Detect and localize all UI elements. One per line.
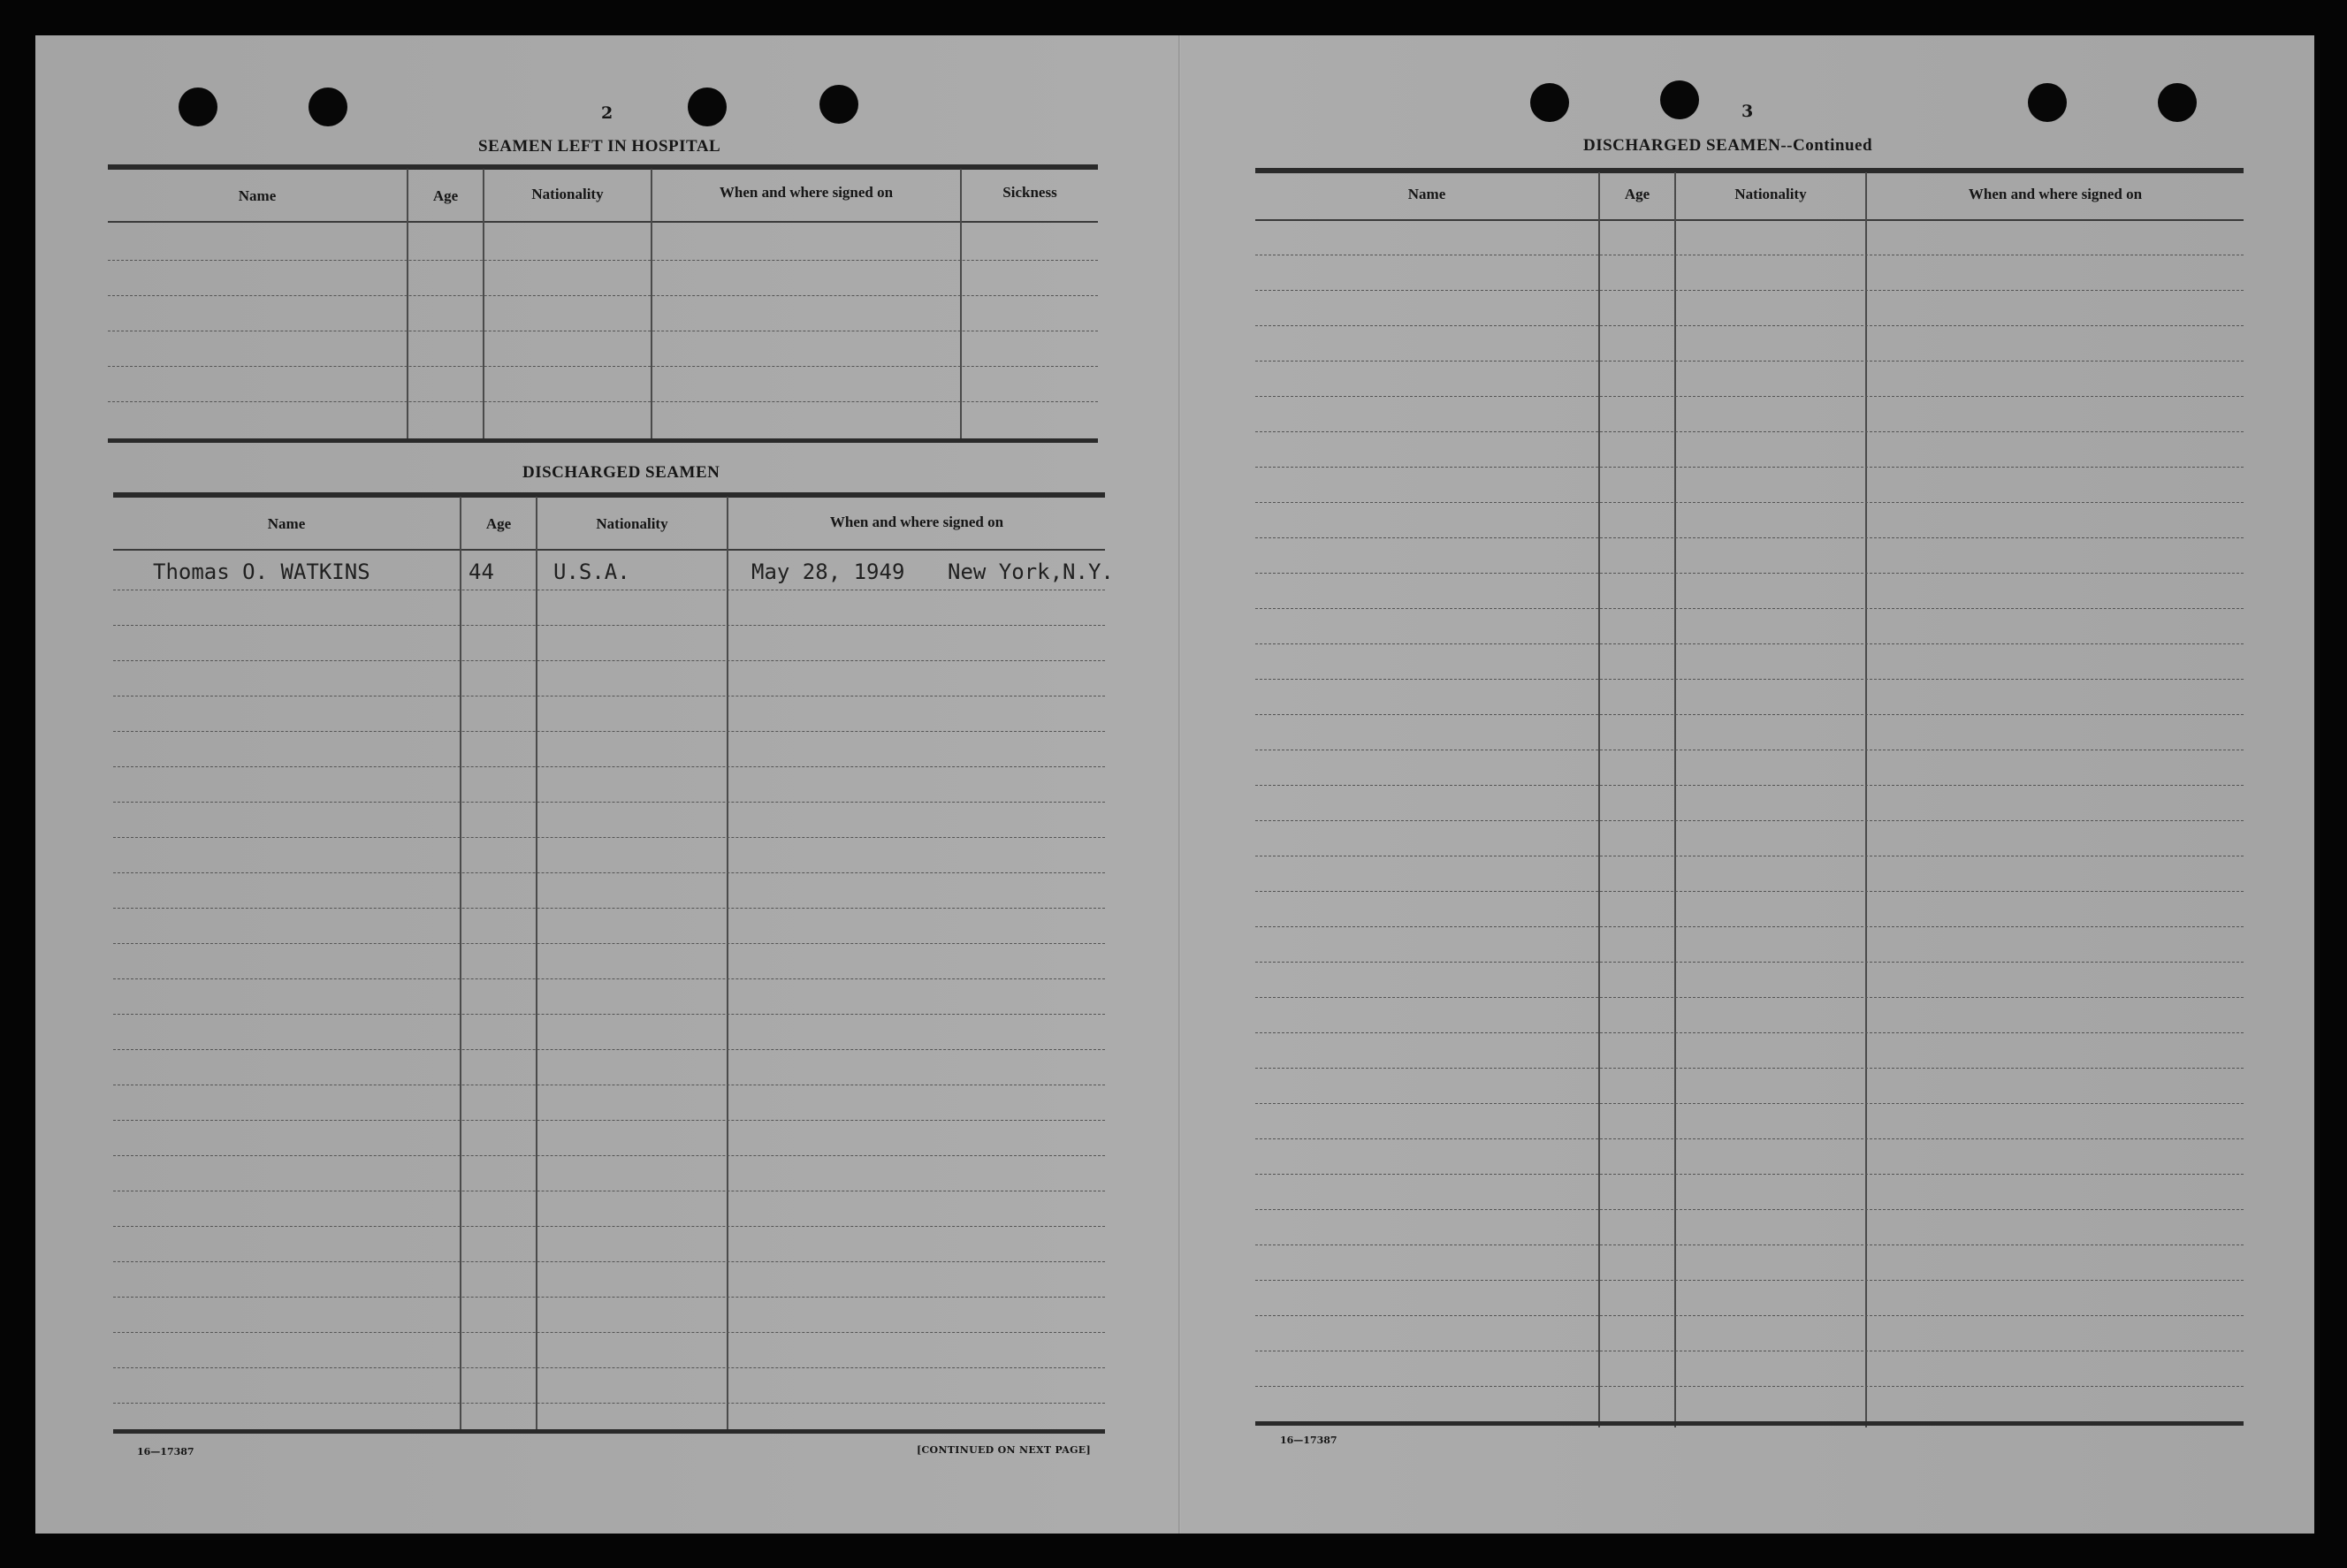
table-top-rule xyxy=(113,492,1105,498)
column-header-name: Name xyxy=(1407,186,1446,202)
punch-hole xyxy=(2158,83,2197,122)
row-line xyxy=(1255,361,2244,362)
punch-hole xyxy=(819,85,858,124)
continued-note: [CONTINUED ON NEXT PAGE] xyxy=(917,1444,1091,1456)
header-rule xyxy=(113,549,1105,551)
column-header-signed-on: When and where signed on xyxy=(719,184,894,201)
row-line xyxy=(113,1297,1105,1298)
row-line xyxy=(1255,1032,2244,1033)
discharged-table-left xyxy=(113,492,1114,1436)
row-line xyxy=(1255,396,2244,397)
row-line xyxy=(1255,502,2244,503)
row-line xyxy=(113,1367,1105,1368)
row-line xyxy=(113,660,1105,661)
row-line xyxy=(1255,467,2244,468)
row-line xyxy=(1255,820,2244,821)
row-line xyxy=(113,978,1105,979)
column-header-age: Age xyxy=(485,515,512,532)
row-line xyxy=(113,1261,1105,1262)
table-bottom-rule xyxy=(1255,1421,2244,1426)
row-line xyxy=(1255,608,2244,609)
punch-hole xyxy=(688,88,727,126)
table-bottom-rule xyxy=(108,438,1098,443)
row-line xyxy=(1255,1315,2244,1316)
header-rule xyxy=(108,221,1098,223)
column-header-signed-on: When and where signed on xyxy=(829,514,1004,530)
row-line xyxy=(1255,1280,2244,1281)
punch-hole xyxy=(309,88,347,126)
header-rule xyxy=(1255,219,2244,221)
column-divider xyxy=(536,497,537,1434)
row-line xyxy=(1255,679,2244,680)
row-line xyxy=(113,837,1105,838)
column-header-name: Name xyxy=(238,187,277,204)
column-header-nationality: Nationality xyxy=(1734,186,1807,202)
row-line xyxy=(113,1049,1105,1050)
row-line xyxy=(1255,1209,2244,1210)
form-number: 16—17387 xyxy=(137,1446,194,1458)
row-line xyxy=(1255,1138,2244,1139)
row-line xyxy=(113,1120,1105,1121)
seaman-name: Thomas O. WATKINS xyxy=(153,559,370,584)
row-line xyxy=(113,731,1105,732)
row-line xyxy=(113,908,1105,909)
row-line xyxy=(108,260,1098,261)
column-header-signed-on: When and where signed on xyxy=(1968,186,2143,202)
row-line xyxy=(1255,325,2244,326)
discharged-table-right xyxy=(1255,168,2244,1430)
punch-hole xyxy=(179,88,217,126)
row-line xyxy=(1255,290,2244,291)
row-line xyxy=(113,1014,1105,1015)
row-line xyxy=(1255,785,2244,786)
row-line xyxy=(1255,573,2244,574)
row-line xyxy=(1255,926,2244,927)
row-line xyxy=(108,366,1098,367)
column-header-name: Name xyxy=(267,515,306,532)
row-line xyxy=(1255,1386,2244,1387)
form-number: 16—17387 xyxy=(1280,1435,1337,1446)
table-top-rule xyxy=(1255,168,2244,173)
column-divider xyxy=(727,497,728,1434)
row-line xyxy=(108,401,1098,402)
table-bottom-rule xyxy=(113,1429,1105,1434)
row-line xyxy=(1255,891,2244,892)
row-line xyxy=(1255,962,2244,963)
row-line xyxy=(1255,714,2244,715)
row-line xyxy=(113,943,1105,944)
row-line xyxy=(1255,997,2244,998)
page-fold xyxy=(1178,35,1181,1534)
row-line xyxy=(113,1403,1105,1404)
row-line xyxy=(1255,1103,2244,1104)
seaman-nationality: U.S.A. xyxy=(553,559,630,584)
column-header-sickness: Sickness xyxy=(1002,184,1057,201)
row-line xyxy=(113,1155,1105,1156)
hospital-table xyxy=(108,164,1098,445)
punch-hole xyxy=(2028,83,2067,122)
row-line xyxy=(113,625,1105,626)
row-line xyxy=(113,1226,1105,1227)
row-line xyxy=(1255,643,2244,644)
section-title-discharged-continued: DISCHARGED SEAMEN--Continued xyxy=(1583,136,1873,155)
signed-on-date: May 28, 1949 xyxy=(751,559,905,584)
page-number: 3 xyxy=(1741,102,1754,121)
row-line xyxy=(113,1332,1105,1333)
table-top-rule xyxy=(108,164,1098,170)
column-header-age: Age xyxy=(1624,186,1650,202)
punch-hole xyxy=(1660,80,1699,119)
row-line xyxy=(1255,537,2244,538)
column-divider xyxy=(460,497,461,1434)
punch-hole xyxy=(1530,83,1569,122)
column-header-nationality: Nationality xyxy=(596,515,668,532)
column-header-nationality: Nationality xyxy=(531,186,604,202)
signed-on-place: New York,N.Y. xyxy=(948,559,1114,584)
row-line xyxy=(113,872,1105,873)
row-line xyxy=(108,295,1098,296)
section-title-discharged: DISCHARGED SEAMEN xyxy=(522,463,720,482)
page-number: 2 xyxy=(601,103,613,123)
row-line xyxy=(113,802,1105,803)
row-line xyxy=(113,766,1105,767)
section-title-hospital: SEAMEN LEFT IN HOSPITAL xyxy=(478,137,721,156)
row-line xyxy=(1255,1174,2244,1175)
row-line xyxy=(1255,431,2244,432)
seaman-age: 44 xyxy=(469,559,494,584)
column-header-age: Age xyxy=(432,187,459,204)
row-line xyxy=(1255,1068,2244,1069)
